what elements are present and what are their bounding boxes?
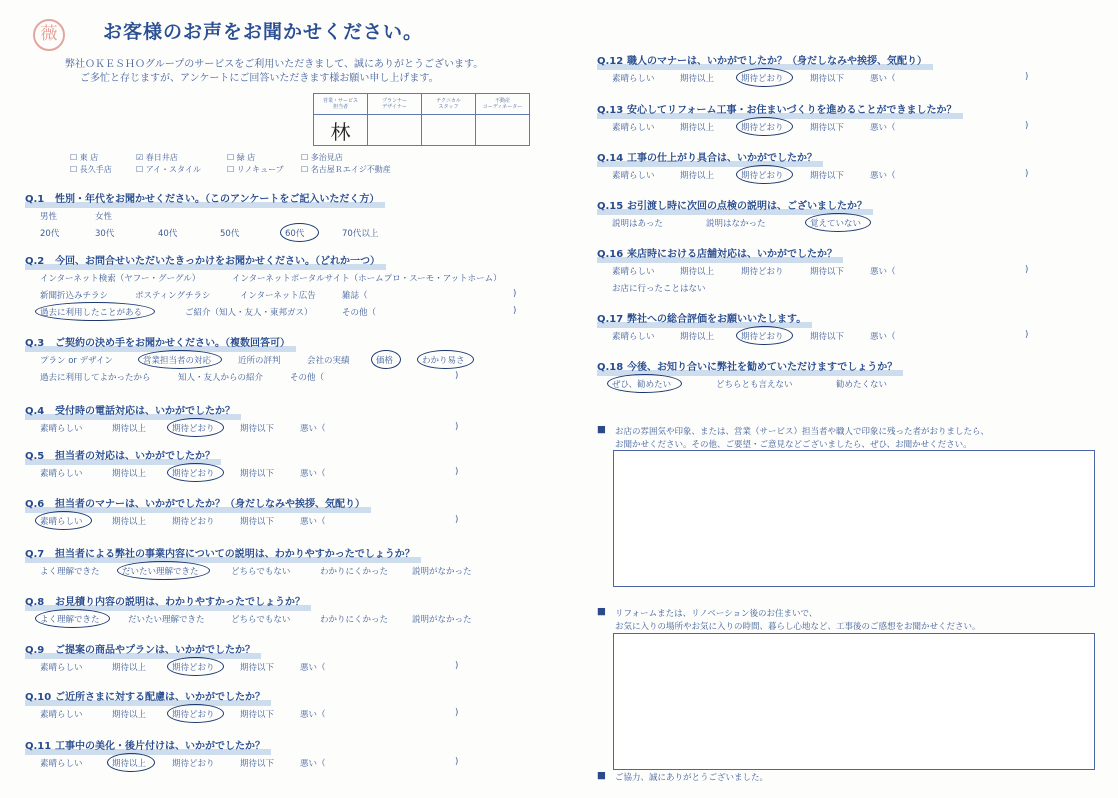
answer-option[interactable]: 近所の評判 [238,356,281,366]
answer-option[interactable]: 20代 [40,229,60,239]
question-q15: Q.15 お引渡し時に次回の点検の説明は、ございましたか？ [597,197,867,212]
selected-answer-circle [736,117,793,136]
staff-header: プランナー デザイナー [368,94,422,115]
answer-option[interactable]: 素晴らしい [612,74,655,84]
intro-line-2: ご多忙と存じますが、アンケートにご回答いただきます様お願い申し上げます。 [80,73,439,84]
question-q13: Q.13 安心してリフォーム工事・お住まいづくりを進めることができましたか？ [597,101,957,116]
answer-option[interactable]: お店に行ったことはない [612,284,706,294]
answer-option[interactable]: 素晴らしい [40,663,83,673]
question-q14: Q.14 工事の仕上がり具合は、いかがでしたか？ [597,149,817,164]
answer-option[interactable]: 期待どおり [172,710,215,720]
answer-option[interactable]: 悪い（ [870,332,896,342]
answer-option[interactable]: 期待どおり [172,469,215,479]
free-section-2-bullet: ■ [597,606,606,617]
answer-option: ) [455,515,459,525]
answer-option[interactable]: 素晴らしい [40,517,83,527]
answer-option[interactable]: 60代 [285,229,305,239]
intro-line-1: 弊社ＯＫＥＳＨＯグループのサービスをご利用いただきまして、誠にありがとうございます。 [65,59,484,70]
answer-option[interactable]: 期待以下 [240,517,275,527]
answer-option[interactable]: 悪い（ [300,663,326,673]
answer-option: ) [455,661,459,671]
answer-option: ) [455,422,459,432]
selected-answer-circle [280,223,319,242]
answer-option[interactable]: 期待どおり [172,517,215,527]
store-checkbox[interactable]: ☐ リノキューブ [227,165,284,174]
selected-answer-circle [107,753,155,772]
question-q9: Q.9 ご提案の商品やプランは、いかがでしたか？ [25,641,255,656]
store-checkbox[interactable]: ☐ 多治見店 [301,153,343,162]
store-checkbox[interactable]: ☐ アイ・スタイル [136,165,201,174]
question-q10: Q.10 ご近所さまに対する配慮は、いかがでしたか？ [25,688,265,703]
answer-option[interactable]: 価格 [376,356,394,366]
selected-answer-circle [138,350,222,369]
question-q2: Q.2 今回、お問合せいただいたきっかけをお聞かせください。（どれか一つ） [25,252,380,267]
answer-option[interactable]: 悪い（ [870,171,896,181]
answer-option[interactable]: 期待以上 [112,663,147,673]
answer-option[interactable]: 過去に利用してよかったから [40,373,151,383]
answer-option[interactable]: 説明がなかった [412,567,472,577]
answer-option[interactable]: 悪い（ [300,710,326,720]
store-checkbox[interactable]: ☐ 長久手店 [70,165,112,174]
answer-option[interactable]: 期待以下 [810,267,845,277]
answer-option[interactable]: 素晴らしい [612,123,655,133]
answer-option: ) [455,371,459,381]
selected-answer-circle [35,609,110,628]
closing-text: ご協力、誠にありがとうございました。 [615,773,769,783]
free-section-2-line-2: お気に入りの場所やお気に入りの時間、暮らし心地など、工事後のご感想をお聞かせください。 [615,622,981,632]
selected-answer-circle [167,657,224,676]
selected-answer-circle [167,463,224,482]
selected-answer-circle [736,326,793,345]
staff-value-technical[interactable] [422,115,476,146]
answer-option[interactable]: 期待以上 [112,424,147,434]
answer-option[interactable]: インターネットポータルサイト（ホームプロ・スーモ・アットホーム） [232,274,502,284]
answer-option[interactable]: 知人・友人からの紹介 [178,373,264,383]
answer-option[interactable]: よく理解できた [40,615,100,625]
store-checkbox[interactable]: ☐ 東 店 [70,153,99,162]
staff-value-sales[interactable]: 林 [314,115,368,146]
answer-option[interactable]: 期待どおり [741,332,784,342]
answer-option[interactable]: 期待以上 [680,332,715,342]
question-q1: Q.1 性別・年代をお聞かせください。（このアンケートをご記入いただく方） [25,190,379,205]
question-q8: Q.8 お見積り内容の説明は、わかりやすかったでしょうか？ [25,593,305,608]
free-section-1-textbox[interactable] [613,450,1095,587]
selected-answer-circle [117,561,210,580]
answer-option[interactable]: わかりにくかった [320,567,389,577]
answer-option[interactable]: インターネット広告 [240,291,316,301]
selected-answer-circle [35,302,155,321]
answer-option[interactable]: 期待以下 [240,663,275,673]
answer-option[interactable]: 説明がなかった [412,615,472,625]
answer-option[interactable]: 期待以上 [680,123,715,133]
answer-option: ) [455,757,459,767]
answer-option[interactable]: 勧めたくない [836,380,888,390]
selected-answer-circle [371,350,401,369]
question-q17: Q.17 弊社への総合評価をお願いいたします。 [597,310,806,325]
staff-header: テクニカル スタッフ [422,94,476,115]
staff-table [313,93,530,146]
free-section-2-line-1: リフォームまたは、リノベーション後のお住まいで、 [615,609,818,619]
answer-option[interactable]: 40代 [158,229,178,239]
answer-option[interactable]: 50代 [220,229,240,239]
answer-option: ) [1025,121,1029,131]
answer-option[interactable]: 雑誌（ [342,291,368,301]
answer-option[interactable]: 期待どおり [741,123,784,133]
question-q7: Q.7 担当者による弊社の事業内容についての説明は、わかりやすかったでしょうか？ [25,545,415,560]
selected-answer-circle [607,374,682,393]
answer-option[interactable]: 悪い（ [300,517,326,527]
selected-answer-circle [417,350,474,369]
answer-option[interactable]: 悪い（ [870,267,896,277]
answer-option[interactable]: 期待以下 [240,759,275,769]
free-section-1-line-1: お店の雰囲気や印象、または、営業（サービス）担当者や職人で印象に残った者がおりましたら、 [615,427,990,437]
answer-option[interactable]: 期待以下 [810,123,845,133]
answer-option: ) [513,289,517,299]
selected-answer-circle [736,68,793,87]
answer-option[interactable]: 期待以上 [112,517,147,527]
answer-option[interactable]: 悪い（ [870,74,896,84]
answer-option[interactable]: 期待どおり [172,424,215,434]
answer-option[interactable]: その他（ [342,308,377,318]
free-section-1-bullet: ■ [597,424,606,435]
answer-option: ) [1025,169,1029,179]
answer-option: ) [1025,72,1029,82]
answer-option[interactable]: 期待以上 [112,759,147,769]
page-title: お客様のお声をお聞かせください。 [103,21,424,43]
answer-option[interactable]: 素晴らしい [612,267,655,277]
answer-option[interactable]: 覚えていない [810,219,862,229]
answer-option[interactable]: 期待以下 [240,710,275,720]
answer-option[interactable]: 素晴らしい [40,424,83,434]
staff-header: 営業・サービス 担当者 [314,94,368,115]
answer-option[interactable]: 悪い（ [300,469,326,479]
answer-option[interactable]: だいたい理解できた [128,615,205,625]
answer-option[interactable]: 素晴らしい [40,469,83,479]
answer-option[interactable]: ぜひ、勧めたい [612,380,672,390]
answer-option[interactable]: 期待以上 [112,469,147,479]
answer-option[interactable]: 期待どおり [172,759,215,769]
answer-option: ) [455,708,459,718]
answer-option[interactable]: 女性 [95,212,113,222]
answer-option[interactable]: 30代 [95,229,115,239]
answer-option: ) [1025,265,1029,275]
answer-option[interactable]: 営業担当者の対応 [143,356,212,366]
answer-option[interactable]: 素晴らしい [40,710,83,720]
answer-option[interactable]: 70代以上 [342,229,379,239]
selected-answer-circle [167,418,224,437]
store-checkbox[interactable]: ☐ 名古屋Ｒエイジ不動産 [301,165,391,174]
answer-option[interactable]: 期待以下 [810,74,845,84]
question-q12: Q.12 職人のマナーは、いかがでしたか？（身だしなみや挨拶、気配り） [597,52,927,67]
question-q11: Q.11 工事中の美化・後片付けは、いかがでしたか？ [25,737,265,752]
answer-option[interactable]: 期待以下 [240,424,275,434]
question-q5: Q.5 担当者の対応は、いかがでしたか？ [25,447,215,462]
staff-header: 不動産 コーディネーター [476,94,530,115]
answer-option: ) [1025,330,1029,340]
answer-option[interactable]: 過去に利用したことがある [40,308,143,318]
answer-option[interactable]: 悪い（ [300,759,326,769]
answer-option[interactable]: 素晴らしい [40,759,83,769]
question-q18: Q.18 今後、お知り合いに弊社を勧めていただけますでしょうか？ [597,358,897,373]
staff-value-realestate[interactable] [476,115,530,146]
answer-option[interactable]: 期待どおり [741,267,784,277]
answer-option[interactable]: 期待どおり [741,74,784,84]
store-checkbox[interactable]: ☐ 緑 店 [227,153,256,162]
answer-option[interactable]: 男性 [40,212,58,222]
answer-option[interactable]: 悪い（ [300,424,326,434]
answer-option[interactable]: インターネット検索（ヤフー・グーグル） [40,274,201,284]
question-q6: Q.6 担当者のマナーは、いかがでしたか？（身だしなみや挨拶、気配り） [25,495,365,510]
answer-option[interactable]: その他（ [290,373,325,383]
answer-option[interactable]: だいたい理解できた [122,567,199,577]
selected-answer-circle [805,213,871,232]
answer-option[interactable]: わかりにくかった [320,615,389,625]
answer-option[interactable]: 素晴らしい [612,171,655,181]
company-seal: 薇 [33,19,65,51]
closing-bullet: ■ [597,770,606,781]
answer-option[interactable]: ご紹介（知人・友人・東邦ガス） [185,308,313,318]
answer-option[interactable]: 期待どおり [741,171,784,181]
answer-option[interactable]: よく理解できた [40,567,100,577]
answer-option[interactable]: 素晴らしい [612,332,655,342]
answer-option[interactable]: 期待以上 [680,74,715,84]
answer-option[interactable]: 期待どおり [172,663,215,673]
selected-answer-circle [35,511,92,530]
answer-option[interactable]: 期待以下 [810,171,845,181]
question-q16: Q.16 来店時における店舗対応は、いかがでしたか？ [597,245,837,260]
answer-option[interactable]: 悪い（ [870,123,896,133]
question-q4: Q.4 受付時の電話対応は、いかがでしたか？ [25,402,235,417]
answer-option[interactable]: 説明はあった [612,219,663,229]
answer-option[interactable]: どちらとも言えない [716,380,793,390]
question-q3: Q.3 ご契約の決め手をお聞かせください。（複数回答可） [25,334,290,349]
answer-option: ) [513,306,517,316]
selected-answer-circle [167,704,224,723]
store-checkbox[interactable]: ☑ 春日井店 [136,153,178,162]
answer-option[interactable]: 期待以上 [680,267,715,277]
staff-value-planner[interactable] [368,115,422,146]
selected-answer-circle [736,165,793,184]
answer-option[interactable]: 期待以上 [112,710,147,720]
answer-option[interactable]: 期待以下 [240,469,275,479]
answer-option[interactable]: プラン or デザイン [40,356,114,366]
answer-option: ) [455,467,459,477]
answer-option[interactable]: 新聞折込みチラシ [40,291,109,301]
answer-option[interactable]: 期待以下 [810,332,845,342]
answer-option[interactable]: どちらでもない [231,615,291,625]
answer-option[interactable]: 会社の実績 [307,356,350,366]
answer-option[interactable]: どちらでもない [231,567,291,577]
answer-option[interactable]: 説明はなかった [706,219,766,229]
answer-option[interactable]: ポスティングチラシ [135,291,211,301]
free-section-2-textbox[interactable] [613,633,1095,770]
free-section-1-line-2: お聞かせください。その他、ご要望・ご意見などございましたら、ぜひ、お聞かせください。 [615,440,972,450]
answer-option[interactable]: 期待以上 [680,171,715,181]
answer-option[interactable]: わかり易さ [422,356,465,366]
